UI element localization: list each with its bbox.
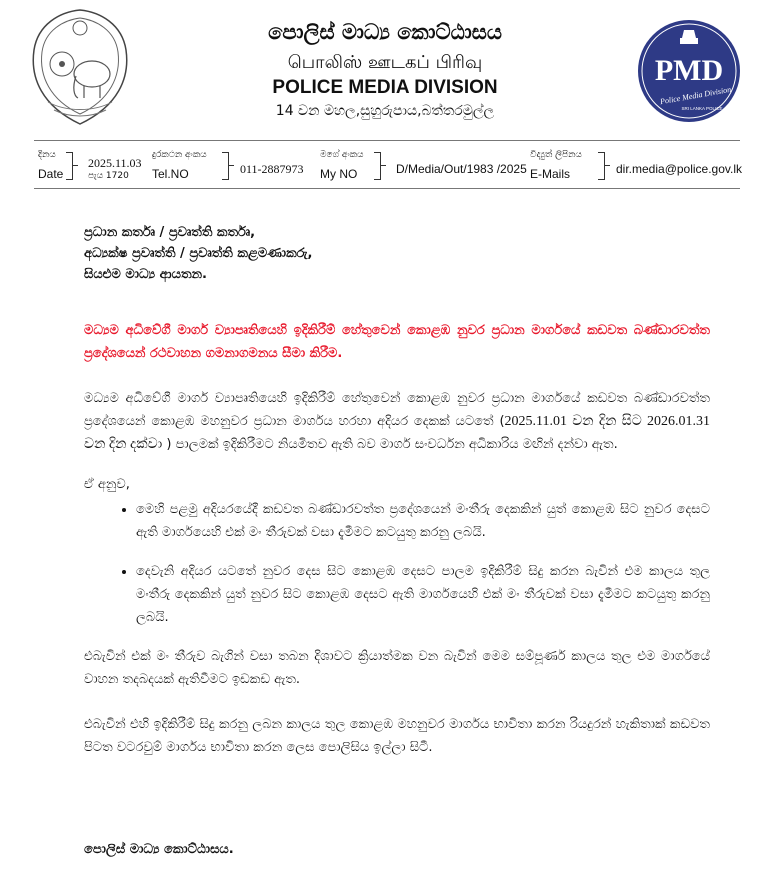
date-label-en: Date bbox=[38, 167, 64, 181]
tel-label-si: දුරකථන අංකය bbox=[152, 150, 207, 160]
addressee-line: ප්‍රධාන කර්තෘ / ප්‍රවෘත්ති කර්තෘ, bbox=[84, 225, 256, 240]
list-item: • මෙහි පළමු අදියරයේදී කඩවත බණ්ඩාරවත්ත ප්‍රදේශයෙන් මංතීරු දෙකකින් යුත් කොළඹ සිට නුවර දෙසට ඇති මාර්ගයෙහි එක් මං තීරුවක් වසා දැමීමට කටයුතු කරනු ලබයි. bbox=[136, 498, 710, 544]
paragraph-impact: එබැවින් එක් මං තීරුව බැගින් වසා තබන දිශාවට ක්‍රියාත්මක වන බැවින් මෙම සම්පූර්ණ කාලය තුල එම මාර්ගයේ වාහන තදබදයක් ඇතිවීමට ඉඩකඩ ඇත. bbox=[84, 649, 710, 687]
letterhead-titles bbox=[200, 18, 570, 122]
tel-bracket bbox=[222, 152, 229, 180]
email-bracket bbox=[598, 152, 605, 180]
addressee-line: සියළුම මාධ්‍ය ආයතන. bbox=[84, 267, 207, 282]
signature: පොලිස් මාධ්‍ය කොට්ඨාසය. bbox=[84, 842, 234, 857]
accordingly-label: ඒ අනුව, bbox=[84, 477, 130, 492]
email-label-si: විද්‍යුත් ලිපිනය bbox=[530, 150, 582, 160]
office-address: 14 වන මහල,සුහුරුපාය,බත්තරමුල්ල bbox=[275, 103, 495, 119]
pmd-tagline: Police Media Division bbox=[659, 84, 732, 107]
date-range: 2025.11.01 වන දින සිට 2026.01.31 වන දින දක්වා bbox=[84, 414, 710, 452]
pmd-sub: SRI LANKA POLICE bbox=[681, 106, 723, 111]
addressee-line: අධ්‍යක්ෂ ප්‍රවෘත්ති / ප්‍රවෘත්ති කළමණාකරු, bbox=[84, 246, 313, 261]
reference-bar bbox=[0, 140, 770, 190]
time-value: පැය 1720 bbox=[88, 171, 129, 181]
ref-value: D/Media/Out/1983 /2025 bbox=[396, 162, 527, 176]
paragraph-request: එබැවින් එහි ඉදිකිරීම් සිදු කරනු ලබන කාලය තුල කොළඹ මහනුවර මාර්ගය භාවිතා කරන රියදුරන් හැකිතාක් කඩවත පිටත වටරවුම් මාර්ගය භාවිතා කරන ලෙස පොලිසිය ඉල්ලා සිටී. bbox=[84, 717, 710, 755]
letter-subject: මධ්‍යම අධිවේගී මාර්ග ව්‍යාපෘතියෙහි ඉදිකිරීම් හේතුවෙන් කොළඹ නුවර ප්‍රධාන මාර්ගයේ කඩවත බණ්ඩාරවත්ත ප්‍රදේශයෙන් රථවාහන ගමනාගමනය සීමා කිරීම. bbox=[84, 323, 710, 361]
addressee-block bbox=[84, 222, 710, 285]
pmd-acronym: PMD bbox=[654, 54, 724, 87]
email-value: dir.media@police.gov.lk bbox=[616, 162, 743, 176]
ref-label-en: My NO bbox=[320, 167, 358, 181]
title-tamil: பொலிஸ் ஊடகப் பிரிவு bbox=[287, 52, 483, 73]
letterhead bbox=[0, 0, 770, 140]
phase-list bbox=[84, 498, 710, 629]
letter-body bbox=[84, 222, 710, 759]
title-english: POLICE MEDIA DIVISION bbox=[272, 77, 498, 98]
email-label-en: E-Mails bbox=[530, 167, 571, 181]
date-bracket bbox=[66, 152, 73, 180]
list-item: • දෙවැනි අදියර යටතේ නුවර දෙස සිට කොළඹ දෙසට පාලම ඉදිකිරීම් සිදු කරන බැවින් එම කාලය තුල මංතීරු දෙකකින් යුත් නුවර සිට කොළඹ දෙසට ඇති මාර්ගයෙහි එක් මං තීරුවක් වසා දැමීමට කටයුතු කරනු ලබයි. bbox=[136, 560, 710, 629]
ref-bracket bbox=[374, 152, 381, 180]
police-crest-icon bbox=[26, 6, 134, 130]
tel-label-en: Tel.NO bbox=[152, 167, 189, 181]
paragraph-intro: මධ්‍යම අධිවේගී මාර්ග ව්‍යාපෘතියෙහි ඉදිකිරීම් හේතුවෙන් කොළඹ නුවර ප්‍රධාන මාර්ගයේ කඩවත බණ්ඩාරවත්ත ප්‍රදේශයෙන් කොළඹ මහනුවර ප්‍රධාන මාර්ගය හරහා අදියර දෙකක් යටතේ (2025.11.01 වන දින සිට 2026.01.31 වන දින දක්වා ) පාලමක් ඉදිකිරීමට නියමිතව ඇති බව මාර්ග සංවර්ධන අධිකාරිය මඟින් දන්වා ඇත. bbox=[84, 391, 710, 452]
date-label-si: දිනය bbox=[38, 150, 56, 160]
ref-label-si: මගේ අංකය bbox=[320, 150, 364, 160]
tel-value: 011-2887973 bbox=[240, 162, 304, 176]
title-sinhala: පොලිස් මාධ්‍ය කොට්ඨාසය bbox=[268, 20, 502, 44]
pmd-logo-icon bbox=[636, 18, 742, 124]
date-value: 2025.11.03 bbox=[88, 156, 142, 170]
